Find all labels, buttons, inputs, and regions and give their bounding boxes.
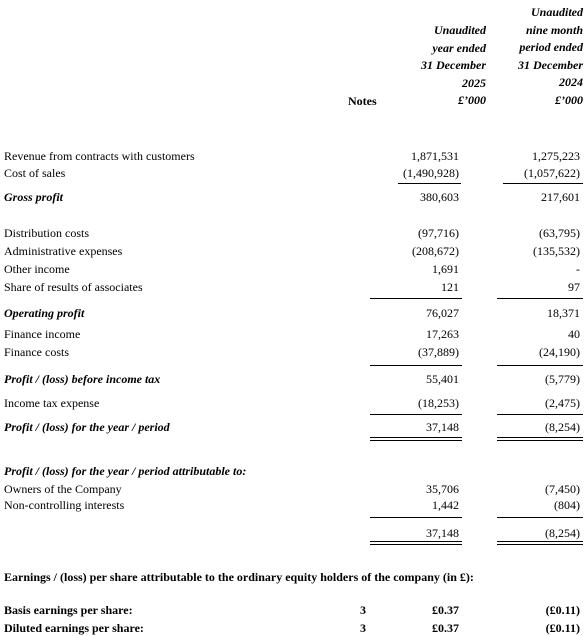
diluted-eps-current: £0.37 xyxy=(432,621,459,635)
rule xyxy=(370,517,462,518)
col2-header-line: nine month xyxy=(525,22,583,37)
basic-eps-prior: (£0.11) xyxy=(545,603,580,617)
finance-income-current: 17,263 xyxy=(426,327,459,341)
finance-costs-label: Finance costs xyxy=(4,345,69,359)
attributable-total-current: 37,148 xyxy=(426,526,459,540)
col2-header xyxy=(518,4,583,110)
distribution-label: Distribution costs xyxy=(4,226,90,240)
rule xyxy=(497,517,583,518)
diluted-eps-label: Diluted earnings per share: xyxy=(4,621,144,635)
rule xyxy=(497,414,583,415)
finance-income-prior: 40 xyxy=(568,327,580,341)
cost-of-sales-current: (1,490,928) xyxy=(403,166,459,180)
revenue-current: 1,871,531 xyxy=(411,149,459,163)
profit-period-label: Profit / (loss) for the year / period xyxy=(4,420,170,434)
col1-header-line: year ended xyxy=(432,40,486,55)
owners-prior: (7,450) xyxy=(545,482,580,496)
associates-current: 121 xyxy=(441,280,459,294)
profit-period-current: 37,148 xyxy=(426,420,459,434)
operating-profit-label: Operating profit xyxy=(4,306,85,320)
double-rule xyxy=(370,541,462,545)
admin-label: Administrative expenses xyxy=(4,244,123,258)
double-rule xyxy=(370,437,462,441)
col2-header-line: period ended xyxy=(519,40,583,55)
diluted-eps-note: 3 xyxy=(360,621,366,635)
rule xyxy=(497,298,583,299)
nci-prior: (804) xyxy=(554,498,580,512)
owners-label: Owners of the Company xyxy=(4,482,122,496)
col1-header-line: 31 December xyxy=(421,58,486,73)
col1-header-line: £’000 xyxy=(458,93,486,108)
operating-profit-prior: 18,371 xyxy=(547,306,580,320)
gross-profit-current: 380,603 xyxy=(420,190,459,204)
rule xyxy=(398,183,461,184)
col1-header xyxy=(421,22,486,110)
admin-current: (208,672) xyxy=(412,244,459,258)
other-income-label: Other income xyxy=(4,262,70,276)
col2-header-line: 31 December xyxy=(518,57,583,72)
nci-current: 1,442 xyxy=(432,498,459,512)
basic-eps-label: Basis earnings per share: xyxy=(4,603,133,617)
finance-costs-prior: (24,190) xyxy=(539,345,580,359)
other-income-prior: - xyxy=(576,262,580,276)
associates-label: Share of results of associates xyxy=(4,280,143,294)
attributable-total-prior: (8,254) xyxy=(545,526,580,540)
double-rule xyxy=(497,541,583,545)
finance-income-label: Finance income xyxy=(4,327,81,341)
revenue-prior: 1,275,223 xyxy=(532,149,580,163)
profit-period-prior: (8,254) xyxy=(545,420,580,434)
col1-header-line: 2025 xyxy=(462,75,486,90)
rule xyxy=(370,298,462,299)
attributable-heading: Profit / (loss) for the year / period attributable to: xyxy=(4,464,247,478)
col2-header-line: £’000 xyxy=(555,92,583,107)
gross-profit-label: Gross profit xyxy=(4,190,64,204)
col2-header-line: 2024 xyxy=(559,75,583,90)
gross-profit-prior: 217,601 xyxy=(541,190,580,204)
cost-of-sales-label: Cost of sales xyxy=(4,166,66,180)
associates-prior: 97 xyxy=(568,280,580,294)
pbt-current: 55,401 xyxy=(426,372,459,386)
diluted-eps-prior: (£0.11) xyxy=(545,621,580,635)
admin-prior: (135,532) xyxy=(533,244,580,258)
other-income-current: 1,691 xyxy=(432,262,459,276)
basic-eps-note: 3 xyxy=(360,603,366,617)
double-rule xyxy=(497,437,583,441)
owners-current: 35,706 xyxy=(426,482,459,496)
rule xyxy=(370,414,462,415)
distribution-current: (97,716) xyxy=(418,226,459,240)
tax-prior: (2,475) xyxy=(545,396,580,410)
tax-label: Income tax expense xyxy=(4,396,100,410)
eps-heading: Earnings / (loss) per share attributable to the ordinary equity holders of the company (in £): xyxy=(4,570,474,584)
revenue-label: Revenue from contracts with customers xyxy=(4,149,195,163)
rule xyxy=(497,365,583,366)
notes-header: Notes xyxy=(348,94,377,108)
pbt-prior: (5,779) xyxy=(545,372,580,386)
col1-header-line: Unaudited xyxy=(433,23,486,37)
rule xyxy=(370,365,462,366)
nci-label: Non-controlling interests xyxy=(4,498,125,512)
pbt-label: Profit / (loss) before income tax xyxy=(4,372,161,386)
rule xyxy=(503,183,583,184)
tax-current: (18,253) xyxy=(418,396,459,410)
distribution-prior: (63,795) xyxy=(539,226,580,240)
finance-costs-current: (37,889) xyxy=(418,345,459,359)
operating-profit-current: 76,027 xyxy=(426,306,459,320)
cost-of-sales-prior: (1,057,622) xyxy=(524,166,580,180)
basic-eps-current: £0.37 xyxy=(432,603,459,617)
col2-header-line: Unaudited xyxy=(530,5,583,19)
